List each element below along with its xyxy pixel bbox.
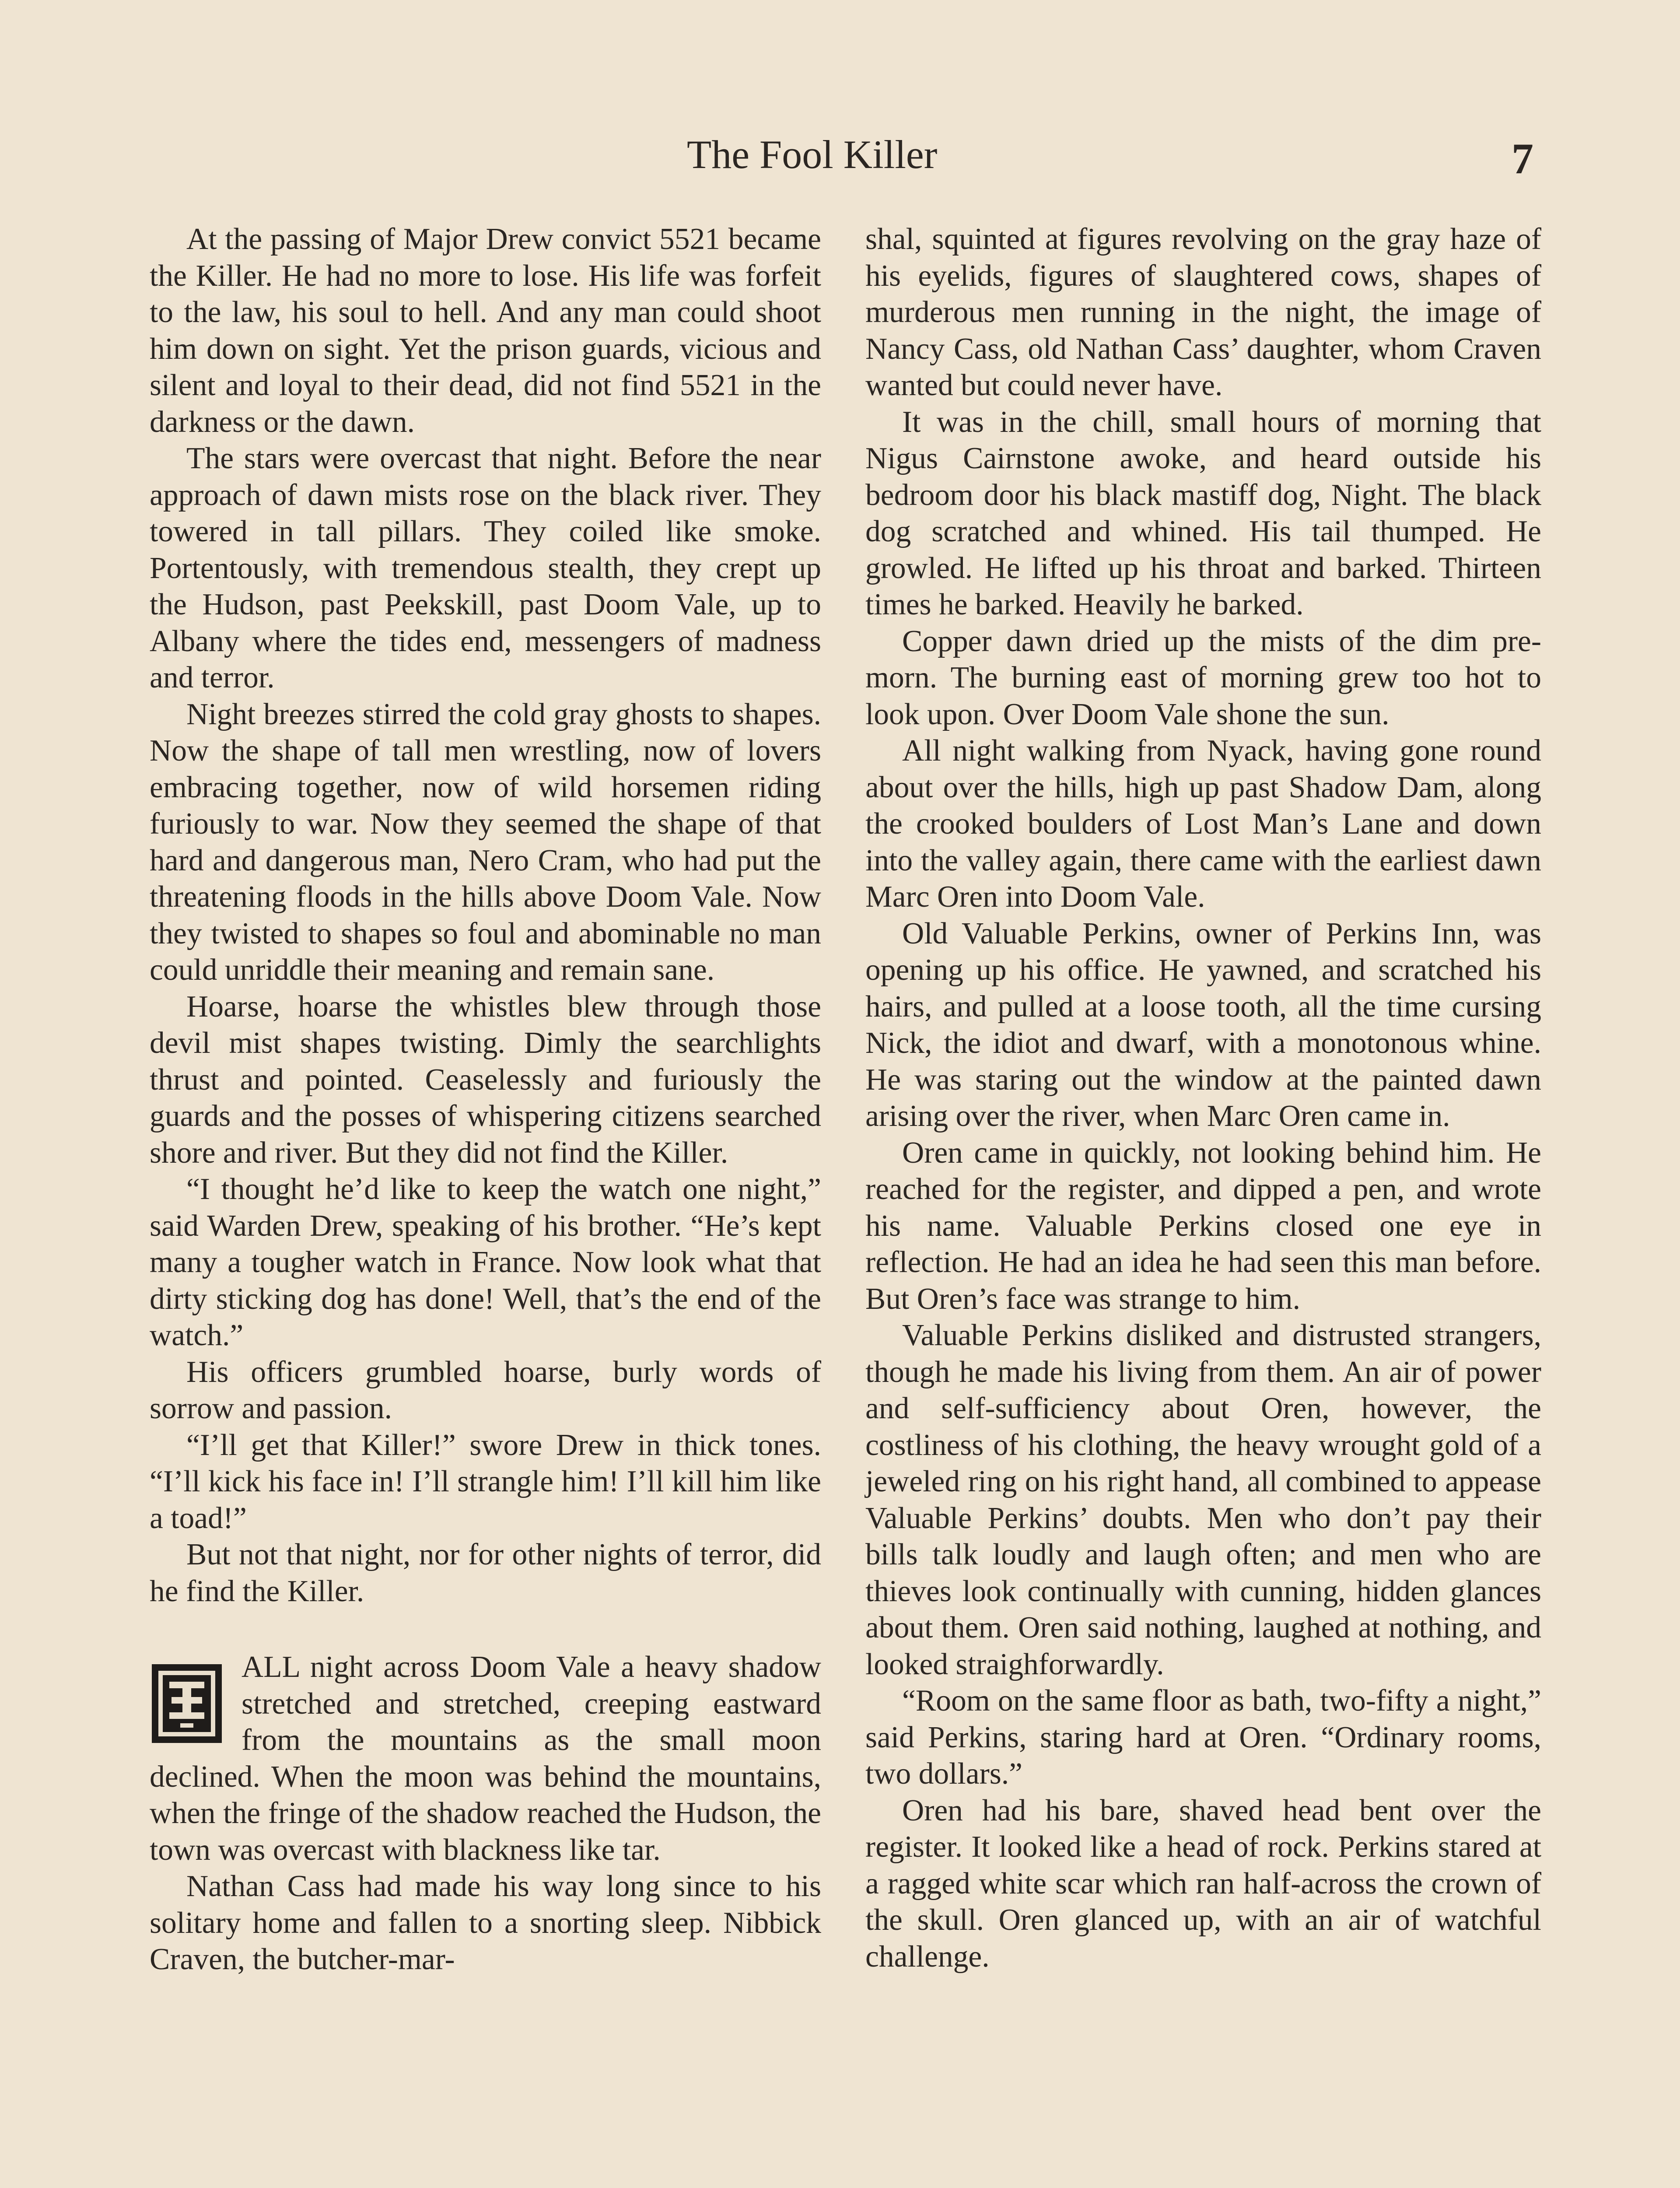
paragraph: It was in the chill, small hours of morning that Nigus Cairnstone awoke, and heard outside his bedroom door his black mastiff dog, Night. The black dog scratched and whined. His tail thumped. He growled. He lifted up his throat and barked. Thirteen times he barked. Heavily he barked. bbox=[865, 405, 1541, 621]
paragraph: Hoarse, hoarse the whistles blew through those devil mist shapes twisting. Dimly the searchlights thrust and pointed. Ceaselessly and furiously the guards and the posses of whispering citizens searched shore and river. But they did not find the Killer. bbox=[150, 989, 821, 1170]
paragraph: Oren came in quickly, not looking behind him. He reached for the register, and dipped a pen, and wrote his name. Valuable Perkins closed one eye in reflection. He had an idea he had seen this man before. But Oren’s face was strange to him. bbox=[865, 1136, 1541, 1316]
right-column bbox=[865, 221, 1541, 1975]
continued-paragraph: shal, squinted at figures revolving on the gray haze of his eyelids, figures of slaughtered cows, shapes of murderous men running in the night, the image of Nancy Cass, old Nathan Cass’ daughter, whom Craven wanted but could never have. bbox=[865, 222, 1541, 402]
paragraph: “I’ll get that Killer!” swore Drew in thick tones. “I’ll kick his face in! I’ll strangle him! I’ll kill him like a toad!” bbox=[150, 1428, 821, 1535]
paragraph: Valuable Perkins disliked and distrusted strangers, though he made his living from them. An air of power and self-sufficiency about Oren, however, the costliness of his clothing, the heavy wrought gold of a jeweled ring on his right hand, all combined to appease Valuable Perkins’ doubts. Men who don’t pay their bills talk loudly and laugh often; and men who are thieves look continually with cunning, hidden glances about them. Oren said nothing, laughed at nothing, and looked straighforwardly. bbox=[865, 1318, 1541, 1681]
paragraph: Oren had his bare, shaved head bent over the register. It looked like a head of rock. Perkins stared at a ragged white scar which ran half-across the crown of the skull. Oren glanced up, with an air of watchful challenge. bbox=[865, 1793, 1541, 1974]
decorative-initial-icon bbox=[150, 1653, 224, 1754]
paragraph: The stars were overcast that night. Before the near approach of dawn mists rose on the black river. They towered in tall pillars. They coiled like smoke. Portentously, with tremendous stealth, they crept up the Hudson, past Peekskill, past Doom Vale, up to Albany where the tides end, messengers of madness and terror. bbox=[150, 442, 821, 694]
paragraph: Copper dawn dried up the mists of the dim pre-morn. The burning east of morning grew too hot to look upon. Over Doom Vale shone the sun. bbox=[865, 624, 1541, 731]
paragraph-with-initial: ALL night across Doom Vale a heavy shadow stretched and stretched, creeping eastward from the mountains as the small moon declined. When the moon was behind the mountains, when the fringe of the shadow reached the Hudson, the town was overcast with blackness like tar. bbox=[150, 1650, 821, 1867]
paragraph: “I thought he’d like to keep the watch one night,” said Warden Drew, speaking of his brother. “He’s kept many a tougher watch in France. Now look what that dirty sticking dog has done! Well, that’s the end of the watch.” bbox=[150, 1172, 821, 1352]
paragraph: Night breezes stirred the cold gray ghosts to shapes. Now the shape of tall men wrestling, now of lovers embracing together, now of wild horsemen riding furiously to war. Now they seemed the shape of that hard and dangerous man, Nero Cram, who had put the threatening floods in the hills above Doom Vale. Now they twisted to shapes so foul and abominable no man could unriddle their meaning and remain sane. bbox=[150, 697, 821, 987]
paragraph: At the passing of Major Drew convict 5521 became the Killer. He had no more to lose. His life was forfeit to the law, his soul to hell. And any man could shoot him down on sight. Yet the prison guards, vicious and silent and loyal to their dead, did not find 5521 in the darkness or the dawn. bbox=[150, 222, 821, 439]
paragraph: Old Valuable Perkins, owner of Perkins Inn, was opening up his office. He yawned, and scratched his hairs, and pulled at a loose tooth, all the time cursing Nick, the idiot and dwarf, with a monotonous whine. He was staring out the window at the painted dawn arising over the river, when Marc Oren came in. bbox=[865, 916, 1541, 1133]
paragraph: But not that night, nor for other nights of terror, did he find the Killer. bbox=[150, 1538, 821, 1608]
paragraph: “Room on the same floor as bath, two-fifty a night,” said Perkins, staring hard at Oren. “Ordinary rooms, two dollars.” bbox=[865, 1684, 1541, 1791]
paragraph: All night walking from Nyack, having gone round about over the hills, high up past Shadow Dam, along the crooked boulders of Lost Man’s Lane and down into the valley again, there came with the earliest dawn Marc Oren into Doom Vale. bbox=[865, 734, 1541, 914]
page-header bbox=[0, 118, 1680, 188]
section-break bbox=[150, 1609, 821, 1649]
paragraph: His officers grumbled hoarse, burly words of sorrow and passion. bbox=[150, 1355, 821, 1425]
left-column bbox=[150, 221, 821, 1978]
page-number: 7 bbox=[1512, 134, 1533, 183]
paragraph: Nathan Cass had made his way long since to his solitary home and fallen to a snorting sleep. Nibbick Craven, the butcher-mar- bbox=[150, 1869, 821, 1976]
section-opening bbox=[150, 1649, 821, 1868]
running-title: The Fool Killer bbox=[687, 132, 938, 177]
